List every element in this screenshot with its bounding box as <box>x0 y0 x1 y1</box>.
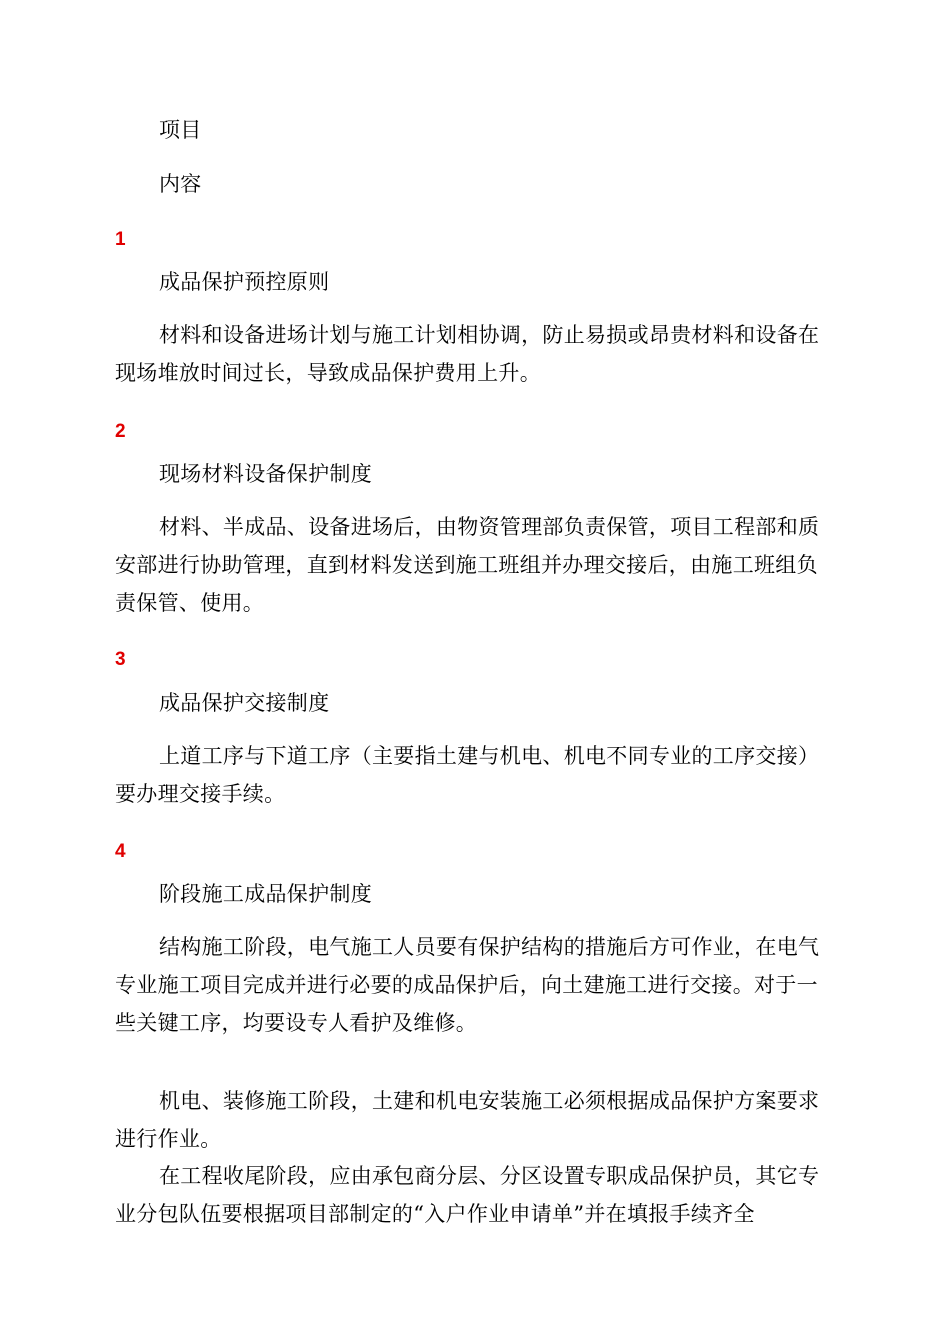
section-paragraph: 材料和设备进场计划与施工计划相协调，防止易损或昂贵材料和设备在现场堆放时间过长，导致成品保护费用上升。 <box>115 323 820 385</box>
section-paragraph: 结构施工阶段，电气施工人员要有保护结构的措施后方可作业，在电气专业施工项目完成并进行必要的成品保护后，向土建施工进行交接。对于一些关键工序，均要设专人看护及维修。 <box>115 935 820 1035</box>
section-paragraph: 在工程收尾阶段，应由承包商分层、分区设置专职成品保护员，其它专业分包队伍要根据项目部制定的“入户作业申请单”并在填报手续齐全 <box>115 1164 820 1226</box>
section-number: 2 <box>115 421 126 442</box>
section-number: 3 <box>115 649 126 670</box>
section-paragraph: 上道工序与下道工序（主要指土建与机电、机电不同专业的工序交接）要办理交接手续。 <box>115 744 820 806</box>
section-title: 成品保护交接制度 <box>159 691 330 715</box>
section-paragraph: 机电、装修施工阶段，土建和机电安装施工必须根据成品保护方案要求进行作业。 <box>115 1089 820 1151</box>
section-title: 阶段施工成品保护制度 <box>159 882 372 906</box>
section-paragraph: 材料、半成品、设备进场后，由物资管理部负责保管，项目工程部和质安部进行协助管理，直到材料发送到施工班组并办理交接后，由施工班组负责保管、使用。 <box>115 515 820 615</box>
section-number: 4 <box>115 841 126 862</box>
header-item: 项目 <box>159 118 202 142</box>
section-number: 1 <box>115 229 126 250</box>
section-title: 现场材料设备保护制度 <box>159 462 372 486</box>
header-content: 内容 <box>159 172 202 196</box>
section-title: 成品保护预控原则 <box>159 270 330 294</box>
